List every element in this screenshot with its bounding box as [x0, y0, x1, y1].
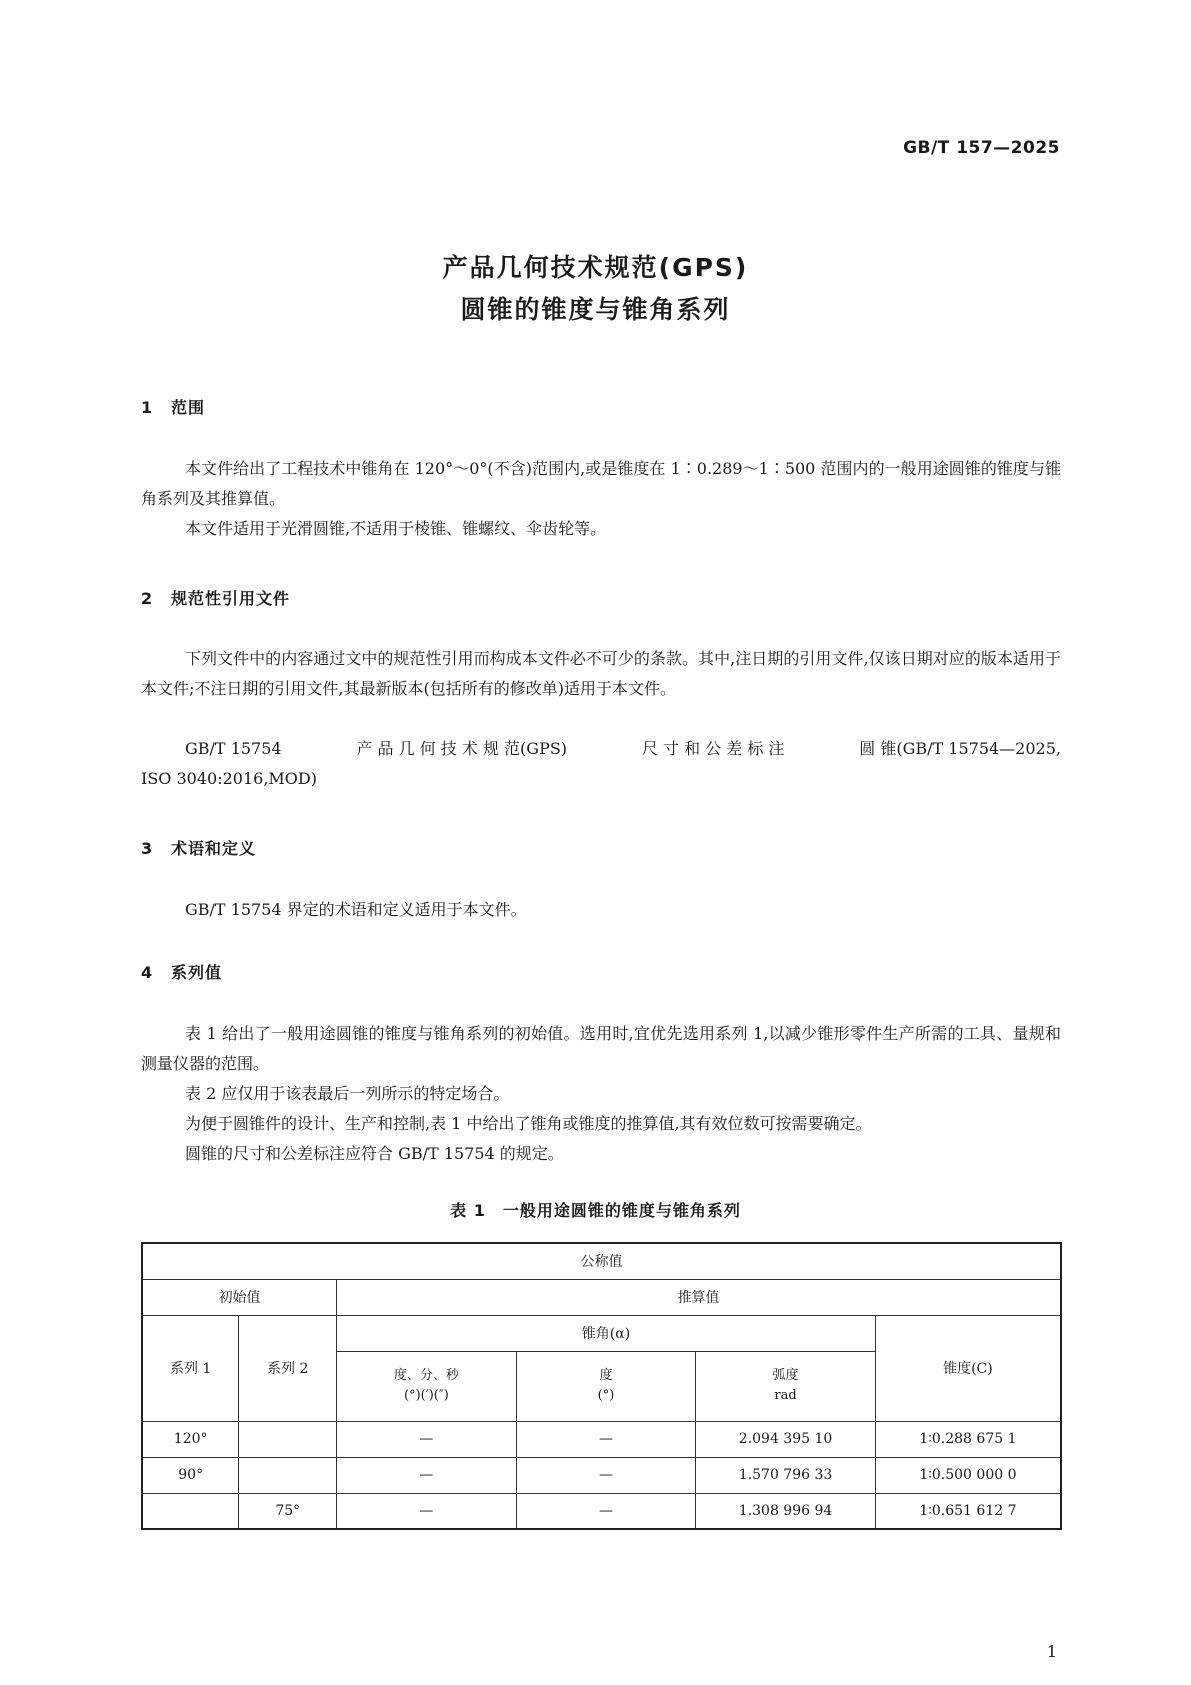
header-dms — [337, 1351, 517, 1421]
paragraph: 本文件给出了工程技术中锥角在 120°～0°(不含)范围内,或是锥度在 1∶0.289～1∶500 范围内的一般用途圆锥的锥度与锥角系列及其推算值。 — [141, 459, 1061, 508]
cell-series1: 90° — [142, 1457, 239, 1493]
cell-taper: 1∶0.288 675 1 — [875, 1421, 1061, 1457]
section-number: 1 — [141, 398, 154, 417]
header-deg-unit: (°) — [597, 1388, 615, 1403]
header-deg-label: 度 — [599, 1368, 613, 1383]
section-3-heading — [141, 836, 256, 859]
cell-dms: — — [337, 1457, 517, 1493]
cell-deg: — — [516, 1493, 696, 1529]
cell-taper: 1∶0.651 612 7 — [875, 1493, 1061, 1529]
reference-name: 产 品 几 何 技 术 规 范(GPS) — [356, 739, 568, 758]
header-cone-angle: 锥角(α) — [337, 1315, 876, 1351]
section-4-heading — [141, 960, 222, 983]
cell-rad: 2.094 395 10 — [696, 1421, 876, 1457]
section-number: 3 — [141, 839, 154, 858]
reference-subject: 尺 寸 和 公 差 标 注 — [641, 739, 785, 758]
section-1-heading — [141, 395, 205, 418]
section-title: 范围 — [171, 398, 206, 417]
header-calculated: 推算值 — [337, 1279, 1061, 1315]
header-dms-label: 度、分、秒 — [393, 1368, 459, 1383]
section-number: 4 — [141, 963, 154, 982]
paragraph: GB/T 15754 界定的术语和定义适用于本文件。 — [185, 900, 527, 919]
paragraph: 本文件适用于光滑圆锥,不适用于棱锥、锥螺纹、伞齿轮等。 — [185, 519, 607, 538]
cell-dms: — — [337, 1493, 517, 1529]
paragraph: 下列文件中的内容通过文中的规范性引用而构成本文件必不可少的条款。其中,注日期的引用文件,仅该日期对应的版本适用于本文件;不注日期的引用文件,其最新版本(包括所有的修改单)适用于本文件。 — [141, 649, 1061, 698]
reference-continuation: ISO 3040:2016,MOD) — [141, 769, 317, 788]
table-row — [142, 1421, 1061, 1457]
normative-reference — [141, 734, 1061, 794]
paragraph: 表 1 给出了一般用途圆锥的锥度与锥角系列的初始值。选用时,宜优先选用系列 1,以减少锥形零件生产所需的工具、量规和测量仪器的范围。 — [141, 1024, 1061, 1073]
cell-deg: — — [516, 1457, 696, 1493]
header-dms-unit: (°)(′)(″) — [404, 1388, 449, 1403]
cell-series1 — [142, 1493, 239, 1529]
table-row — [142, 1457, 1061, 1493]
section-title: 规范性引用文件 — [171, 589, 291, 608]
cell-series2 — [239, 1457, 337, 1493]
cell-rad: 1.308 996 94 — [696, 1493, 876, 1529]
header-rad-unit: rad — [774, 1388, 797, 1403]
cell-series1: 120° — [142, 1421, 239, 1457]
cell-taper: 1∶0.500 000 0 — [875, 1457, 1061, 1493]
section-title: 术语和定义 — [171, 839, 257, 858]
document-title-line2: 圆锥的锥度与锥角系列 — [460, 295, 731, 324]
table-caption: 表 1 一般用途圆锥的锥度与锥角系列 — [450, 1201, 741, 1220]
reference-code: GB/T 15754 — [185, 739, 282, 758]
paragraph: 为便于圆锥件的设计、生产和控制,表 1 中给出了锥角或锥度的推算值,其有效位数可按需要确定。 — [185, 1114, 872, 1133]
header-rad — [696, 1351, 876, 1421]
cell-series2: 75° — [239, 1493, 337, 1529]
table-row — [142, 1493, 1061, 1529]
paragraph: 表 2 应仅用于该表最后一列所示的特定场合。 — [185, 1084, 510, 1103]
section-title: 系列值 — [171, 963, 223, 982]
header-series1: 系列 1 — [142, 1315, 239, 1421]
page-number: 1 — [1046, 1642, 1057, 1661]
header-initial: 初始值 — [142, 1279, 337, 1315]
document-title-line1: 产品几何技术规范(GPS) — [442, 253, 749, 282]
header-taper: 锥度(C) — [875, 1315, 1061, 1421]
header-series2: 系列 2 — [239, 1315, 337, 1421]
header-nominal: 公称值 — [142, 1243, 1061, 1279]
reference-item: 圆 锥(GB/T 15754—2025, — [859, 739, 1061, 758]
header-deg — [516, 1351, 696, 1421]
section-number: 2 — [141, 589, 154, 608]
cell-deg: — — [516, 1421, 696, 1457]
cell-series2 — [239, 1421, 337, 1457]
section-2-heading — [141, 586, 290, 609]
cell-rad: 1.570 796 33 — [696, 1457, 876, 1493]
standard-number: GB/T 157—2025 — [903, 138, 1060, 158]
header-rad-label: 弧度 — [772, 1368, 799, 1383]
cell-dms: — — [337, 1421, 517, 1457]
paragraph: 圆锥的尺寸和公差标注应符合 GB/T 15754 的规定。 — [185, 1144, 564, 1163]
table-1 — [141, 1242, 1062, 1530]
